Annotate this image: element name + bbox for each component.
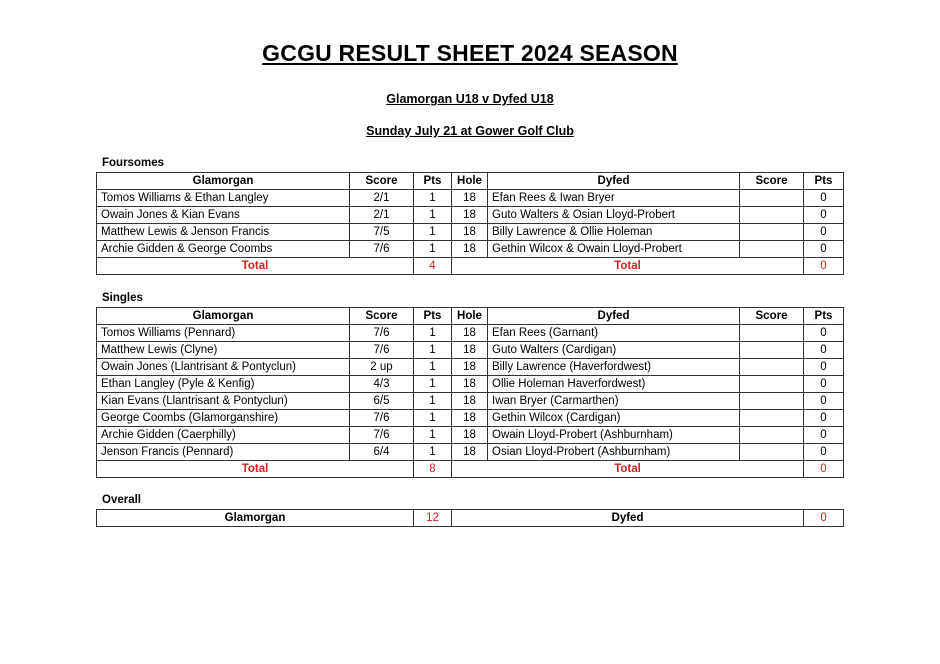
header-score: Score bbox=[350, 173, 414, 190]
glamorgan-pair: Tomos Williams & Ethan Langley bbox=[97, 190, 350, 207]
total-row bbox=[97, 258, 844, 275]
dyfed-score-cell bbox=[740, 410, 804, 427]
header-row bbox=[97, 308, 844, 325]
header-hole: Hole bbox=[452, 308, 488, 325]
dyfed-score-cell bbox=[740, 207, 804, 224]
header-glamorgan: Glamorgan bbox=[97, 173, 350, 190]
match-title: Glamorgan U18 v Dyfed U18 bbox=[386, 92, 554, 106]
dyfed-score-cell bbox=[740, 190, 804, 207]
glamorgan-player: Matthew Lewis (Clyne) bbox=[97, 342, 350, 359]
dyfed-pair: Billy Lawrence & Ollie Holeman bbox=[488, 224, 740, 241]
dyfed-score-cell bbox=[740, 359, 804, 376]
glamorgan-pair: Matthew Lewis & Jenson Francis bbox=[97, 224, 350, 241]
header-score: Score bbox=[350, 308, 414, 325]
table-row bbox=[97, 342, 844, 359]
glamorgan-pair: Owain Jones & Kian Evans bbox=[97, 207, 350, 224]
header-hole: Hole bbox=[452, 173, 488, 190]
header-glamorgan: Glamorgan bbox=[97, 308, 350, 325]
overall-row bbox=[97, 510, 844, 527]
total-row bbox=[97, 461, 844, 478]
dyfed-score-cell bbox=[740, 241, 804, 258]
pts-cell: 1 bbox=[414, 224, 452, 241]
score-cell: 6/4 bbox=[350, 444, 414, 461]
hole-cell: 18 bbox=[452, 359, 488, 376]
dyfed-player: Iwan Bryer (Carmarthen) bbox=[488, 393, 740, 410]
table-row bbox=[97, 410, 844, 427]
hole-cell: 18 bbox=[452, 376, 488, 393]
glamorgan-player: Kian Evans (Llantrisant & Pontyclun) bbox=[97, 393, 350, 410]
dyfed-pts-cell: 0 bbox=[804, 342, 844, 359]
hole-cell: 18 bbox=[452, 342, 488, 359]
hole-cell: 18 bbox=[452, 444, 488, 461]
pts-cell: 1 bbox=[414, 444, 452, 461]
dyfed-pts-cell: 0 bbox=[804, 376, 844, 393]
hole-cell: 18 bbox=[452, 224, 488, 241]
singles-label: Singles bbox=[102, 292, 143, 304]
dyfed-pts-cell: 0 bbox=[804, 224, 844, 241]
dyfed-score-cell bbox=[740, 376, 804, 393]
hole-cell: 18 bbox=[452, 241, 488, 258]
singles-table bbox=[96, 307, 844, 478]
dyfed-score-cell bbox=[740, 342, 804, 359]
score-cell: 7/5 bbox=[350, 224, 414, 241]
pts-cell: 1 bbox=[414, 241, 452, 258]
date-venue: Sunday July 21 at Gower Golf Club bbox=[366, 124, 574, 138]
hole-cell: 18 bbox=[452, 427, 488, 444]
glamorgan-pair: Archie Gidden & George Coombs bbox=[97, 241, 350, 258]
table-row bbox=[97, 444, 844, 461]
dyfed-pts-cell: 0 bbox=[804, 207, 844, 224]
dyfed-player: Gethin Wilcox (Cardigan) bbox=[488, 410, 740, 427]
header-row bbox=[97, 173, 844, 190]
dyfed-pair: Efan Rees & Iwan Bryer bbox=[488, 190, 740, 207]
pts-cell: 1 bbox=[414, 190, 452, 207]
foursomes-table bbox=[96, 172, 844, 275]
pts-cell: 1 bbox=[414, 376, 452, 393]
dyfed-score-cell bbox=[740, 444, 804, 461]
pts-cell: 1 bbox=[414, 393, 452, 410]
header-dyfed-pts: Pts bbox=[804, 173, 844, 190]
score-cell: 7/6 bbox=[350, 342, 414, 359]
table-row bbox=[97, 224, 844, 241]
dyfed-total-value: 0 bbox=[804, 461, 844, 478]
dyfed-pts-cell: 0 bbox=[804, 393, 844, 410]
header-dyfed: Dyfed bbox=[488, 308, 740, 325]
dyfed-pair: Gethin Wilcox & Owain Lloyd-Probert bbox=[488, 241, 740, 258]
glamorgan-player: Ethan Langley (Pyle & Kenfig) bbox=[97, 376, 350, 393]
dyfed-pts-cell: 0 bbox=[804, 190, 844, 207]
dyfed-player: Guto Walters (Cardigan) bbox=[488, 342, 740, 359]
pts-cell: 1 bbox=[414, 359, 452, 376]
table-row bbox=[97, 190, 844, 207]
score-cell: 7/6 bbox=[350, 410, 414, 427]
pts-cell: 1 bbox=[414, 427, 452, 444]
table-row bbox=[97, 241, 844, 258]
dyfed-pair: Guto Walters & Osian Lloyd-Probert bbox=[488, 207, 740, 224]
hole-cell: 18 bbox=[452, 207, 488, 224]
page-title: GCGU RESULT SHEET 2024 SEASON bbox=[262, 40, 678, 66]
dyfed-player: Ollie Holeman Haverfordwest) bbox=[488, 376, 740, 393]
overall-dyfed-label: Dyfed bbox=[452, 510, 804, 527]
table-row bbox=[97, 427, 844, 444]
overall-dyfed-total: 0 bbox=[804, 510, 844, 527]
dyfed-score-cell bbox=[740, 427, 804, 444]
dyfed-player: Owain Lloyd-Probert (Ashburnham) bbox=[488, 427, 740, 444]
pts-cell: 1 bbox=[414, 207, 452, 224]
overall-table bbox=[96, 509, 844, 527]
header-pts: Pts bbox=[414, 308, 452, 325]
dyfed-total-label: Total bbox=[452, 258, 804, 275]
dyfed-player: Efan Rees (Garnant) bbox=[488, 325, 740, 342]
table-row bbox=[97, 376, 844, 393]
dyfed-player: Billy Lawrence (Haverfordwest) bbox=[488, 359, 740, 376]
pts-cell: 1 bbox=[414, 410, 452, 427]
score-cell: 7/6 bbox=[350, 427, 414, 444]
dyfed-total-label: Total bbox=[452, 461, 804, 478]
glamorgan-total-label: Total bbox=[97, 258, 414, 275]
hole-cell: 18 bbox=[452, 190, 488, 207]
dyfed-pts-cell: 0 bbox=[804, 444, 844, 461]
score-cell: 2/1 bbox=[350, 207, 414, 224]
dyfed-pts-cell: 0 bbox=[804, 241, 844, 258]
hole-cell: 18 bbox=[452, 325, 488, 342]
overall-glamorgan-total: 12 bbox=[414, 510, 452, 527]
dyfed-pts-cell: 0 bbox=[804, 410, 844, 427]
glamorgan-player: Archie Gidden (Caerphilly) bbox=[97, 427, 350, 444]
dyfed-player: Osian Lloyd-Probert (Ashburnham) bbox=[488, 444, 740, 461]
glamorgan-total-value: 8 bbox=[414, 461, 452, 478]
dyfed-pts-cell: 0 bbox=[804, 325, 844, 342]
dyfed-score-cell bbox=[740, 224, 804, 241]
score-cell: 6/5 bbox=[350, 393, 414, 410]
table-row bbox=[97, 207, 844, 224]
hole-cell: 18 bbox=[452, 410, 488, 427]
hole-cell: 18 bbox=[452, 393, 488, 410]
table-row bbox=[97, 359, 844, 376]
foursomes-label: Foursomes bbox=[102, 157, 164, 169]
score-cell: 4/3 bbox=[350, 376, 414, 393]
dyfed-pts-cell: 0 bbox=[804, 359, 844, 376]
overall-label: Overall bbox=[102, 494, 141, 506]
header-pts: Pts bbox=[414, 173, 452, 190]
header-dyfed-score: Score bbox=[740, 173, 804, 190]
glamorgan-total-value: 4 bbox=[414, 258, 452, 275]
table-row bbox=[97, 393, 844, 410]
header-dyfed-score: Score bbox=[740, 308, 804, 325]
dyfed-pts-cell: 0 bbox=[804, 427, 844, 444]
glamorgan-player: Owain Jones (Llantrisant & Pontyclun) bbox=[97, 359, 350, 376]
dyfed-total-value: 0 bbox=[804, 258, 844, 275]
overall-glamorgan-label: Glamorgan bbox=[97, 510, 414, 527]
glamorgan-player: Tomos Williams (Pennard) bbox=[97, 325, 350, 342]
table-row bbox=[97, 325, 844, 342]
dyfed-score-cell bbox=[740, 325, 804, 342]
score-cell: 2 up bbox=[350, 359, 414, 376]
glamorgan-player: George Coombs (Glamorganshire) bbox=[97, 410, 350, 427]
header-dyfed: Dyfed bbox=[488, 173, 740, 190]
glamorgan-player: Jenson Francis (Pennard) bbox=[97, 444, 350, 461]
pts-cell: 1 bbox=[414, 342, 452, 359]
score-cell: 2/1 bbox=[350, 190, 414, 207]
dyfed-score-cell bbox=[740, 393, 804, 410]
glamorgan-total-label: Total bbox=[97, 461, 414, 478]
score-cell: 7/6 bbox=[350, 325, 414, 342]
score-cell: 7/6 bbox=[350, 241, 414, 258]
pts-cell: 1 bbox=[414, 325, 452, 342]
header-dyfed-pts: Pts bbox=[804, 308, 844, 325]
